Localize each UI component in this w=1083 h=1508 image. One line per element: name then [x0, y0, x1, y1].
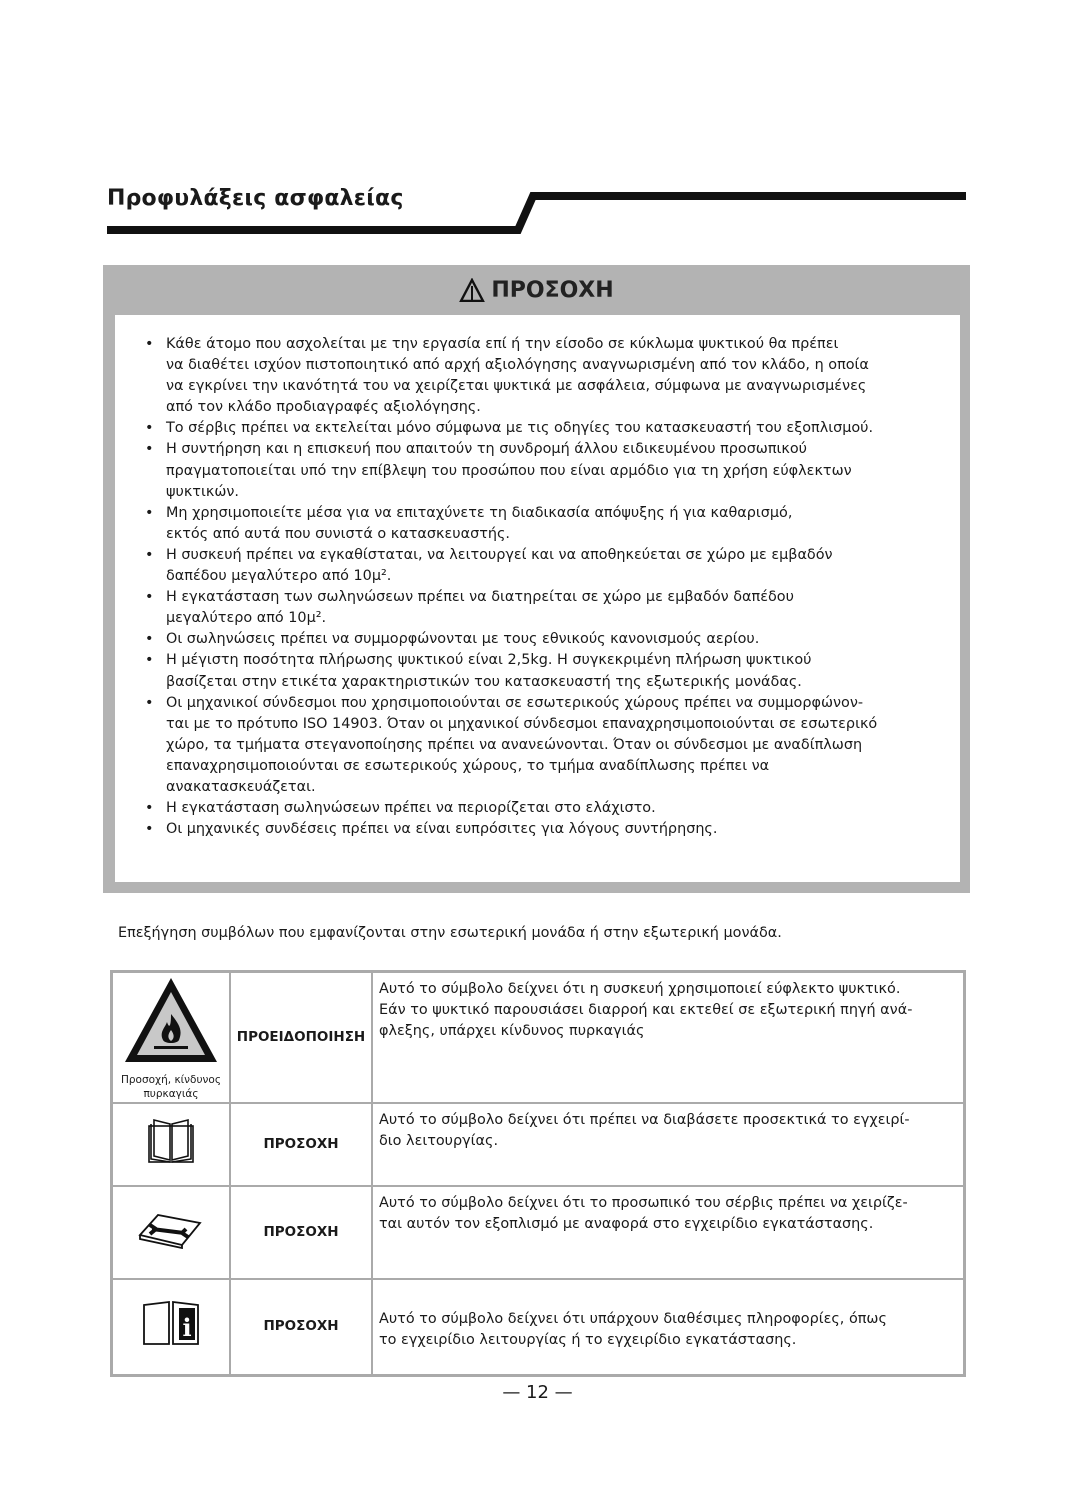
bullet-text: • Οι μηχανικοί σύνδεσμοι που χρησιμοποιούνται σε εσωτερικούς χώρους πρέπει να συμμορφώνον- [166, 694, 864, 711]
list-item [115, 418, 960, 439]
manual-book-icon [146, 1116, 196, 1166]
table-row [112, 1279, 965, 1375]
description-line: φλεξης, υπάρχει κίνδυνος πυρκαγιάς [379, 1023, 645, 1039]
list-item [115, 503, 960, 545]
bullet-text: χώρο, τα τμήματα στεγανοποίησης πρέπει να ανανεώνονται. Όταν οι σύνδεσμοι με αναδίπλωση [166, 736, 863, 753]
bullet-text: εκτός από αυτά που συνιστά ο κατασκευαστής. [166, 525, 510, 542]
list-item [115, 334, 960, 418]
page-number: — 12 — [502, 1382, 573, 1403]
symbol-level: ΠΡΟΕΙΔΟΠΟΙΗΣΗ [230, 972, 372, 1104]
list-item [115, 545, 960, 587]
bullet-text: • Κάθε άτομο που ασχολείται με την εργασία επί ή την είσοδο σε κύκλωμα ψυκτικού θα πρέπει [166, 336, 839, 352]
info-manual-icon [141, 1300, 201, 1346]
bullet-text: • Το σέρβις πρέπει να εκτελείται μόνο σύμφωνα με τις οδηγίες του κατασκευαστή του εξοπλισμού. [166, 420, 874, 437]
symbol-level: ΠΡΟΣΟΧΗ [230, 1186, 372, 1279]
description-line: Αυτό το σύμβολο δείχνει ότι πρέπει να διαβάσετε προσεκτικά το εγχειρί- [379, 1112, 910, 1128]
flammable-warning-icon [121, 974, 221, 1066]
symbol-cell [112, 1279, 231, 1375]
bullet-text: • Οι σωληνώσεις πρέπει να συμμορφώνονται με τους εθνικούς κανονισμούς αερίου. [166, 631, 760, 648]
list-item [115, 798, 960, 819]
bullet-text: • Μη χρησιμοποιείτε μέσα για να επιταχύνετε τη διαδικασία απόψυξης ή για καθαρισμό, [166, 504, 793, 521]
list-item [115, 629, 960, 650]
service-manual-wrench-icon [138, 1209, 204, 1249]
header-rule [0, 0, 1083, 260]
description-line: Εάν το ψυκτικό παρουσιάσει διαρροή και εκτεθεί σε εξωτερική πηγή ανά- [379, 1002, 913, 1018]
bullet-text: • Η συντήρηση και η επισκευή που απαιτούν τη συνδρομή άλλου ειδικευμένου προσωπικού [166, 441, 808, 458]
description-line: Αυτό το σύμβολο δείχνει ότι το προσωπικό του σέρβις πρέπει να χειρίζε- [379, 1195, 908, 1211]
symbol-level: ΠΡΟΣΟΧΗ [230, 1279, 372, 1375]
description-line: διο λειτουργίας. [379, 1133, 499, 1149]
symbol-cell [112, 972, 231, 1104]
bullet-text: • Η συσκευή πρέπει να εγκαθίσταται, να λειτουργεί και να αποθηκεύεται σε χώρο με εμβαδόν [166, 546, 833, 563]
description-line: Αυτό το σύμβολο δείχνει ότι η συσκευή χρησιμοποιεί εύφλεκτο ψυκτικό. [379, 981, 901, 997]
list-item [115, 439, 960, 502]
caution-list [115, 315, 960, 840]
symbol-level: ΠΡΟΣΟΧΗ [230, 1103, 372, 1186]
symbol-cell [112, 1103, 231, 1186]
caution-body [115, 315, 960, 882]
list-item [115, 650, 960, 692]
icon-label: Προσοχή, κίνδυνος πυρκαγιάς [120, 1074, 222, 1100]
list-item [115, 693, 960, 798]
table-row [112, 972, 965, 1104]
table-row [112, 1186, 965, 1279]
svg-text:i: i [182, 1313, 192, 1343]
caution-box [103, 265, 970, 893]
bullet-text: • Οι μηχανικές συνδέσεις πρέπει να είναι ευπρόσιτες για λόγους συντήρησης. [166, 821, 718, 838]
bullet-text: δαπέδου μεγαλύτερο από 10μ². [166, 568, 392, 585]
bullet-text: πραγματοποιείται υπό την επίβλεψη του προσώπου που είναι αρμόδιο για τη χρήση εύφλεκτων [166, 462, 852, 479]
caution-heading [103, 265, 970, 315]
bullet-text: ψυκτικών. [166, 483, 239, 500]
bullet-text: ανακατασκευάζεται. [166, 778, 316, 795]
table-row [112, 1103, 965, 1186]
bullet-text: να διαθέτει ισχύον πιστοποιητικό από αρχή αξιολόγησης αναγνωρισμένη από τον κλάδο, η οποία [166, 357, 869, 374]
symbol-description [372, 972, 965, 1104]
bullet-text: να εγκρίνει την ικανότητά του να χειρίζεται ψυκτικά με ασφάλεια, σύμφωνα με αναγνωρισμένες [166, 378, 867, 395]
description-line: το εγχειρίδιο λειτουργίας ή το εγχειρίδιο εγκατάστασης. [379, 1331, 797, 1348]
list-item [115, 819, 960, 840]
bullet-text: • Η εγκατάσταση σωληνώσεων πρέπει να περιορίζεται στο ελάχιστο. [166, 800, 656, 817]
symbols-table [110, 970, 966, 1377]
symbol-cell [112, 1186, 231, 1279]
symbol-description [372, 1103, 965, 1186]
description-line: ται αυτόν τον εξοπλισμό με αναφορά στο εγχειρίδιο εγκατάστασης. [379, 1216, 874, 1232]
bullet-text: • Η εγκατάσταση των σωληνώσεων πρέπει να διατηρείται σε χώρο με εμβαδόν δαπέδου [166, 589, 794, 606]
bullet-text: επαναχρησιμοποιούνται σε εσωτερικούς χώρους, το τμήμα αναδίπλωσης πρέπει να [166, 757, 770, 774]
description-line: Αυτό το σύμβολο δείχνει ότι υπάρχουν διαθέσιμες πληροφορίες, όπως [379, 1310, 887, 1327]
bullet-text: • Η μέγιστη ποσότητα πλήρωσης ψυκτικού είναι 2,5kg. Η συγκεκριμένη πλήρωση ψυκτικού [166, 652, 812, 669]
symbol-description [372, 1186, 965, 1279]
page-title: Προφυλάξεις ασφαλείας [107, 186, 404, 211]
warning-triangle-icon [459, 278, 485, 302]
caution-title: ΠΡΟΣΟΧΗ [491, 277, 614, 303]
symbols-caption: Επεξήγηση συμβόλων που εμφανίζονται στην εσωτερική μονάδα ή στην εξωτερική μονάδα. [118, 925, 782, 941]
list-item [115, 587, 960, 629]
bullet-text: από τον κλάδο προδιαγραφές αξιολόγησης. [166, 399, 481, 416]
bullet-text: ται με το πρότυπο ISO 14903. Όταν οι μηχανικοί σύνδεσμοι επαναχρησιμοποιούνται σε εσωτερικό [166, 715, 878, 732]
symbol-description [372, 1279, 965, 1375]
bullet-text: μεγαλύτερο από 10μ². [166, 610, 327, 627]
bullet-text: βασίζεται στην ετικέτα χαρακτηριστικών του κατασκευαστή της εξωτερικής μονάδας. [166, 673, 802, 690]
